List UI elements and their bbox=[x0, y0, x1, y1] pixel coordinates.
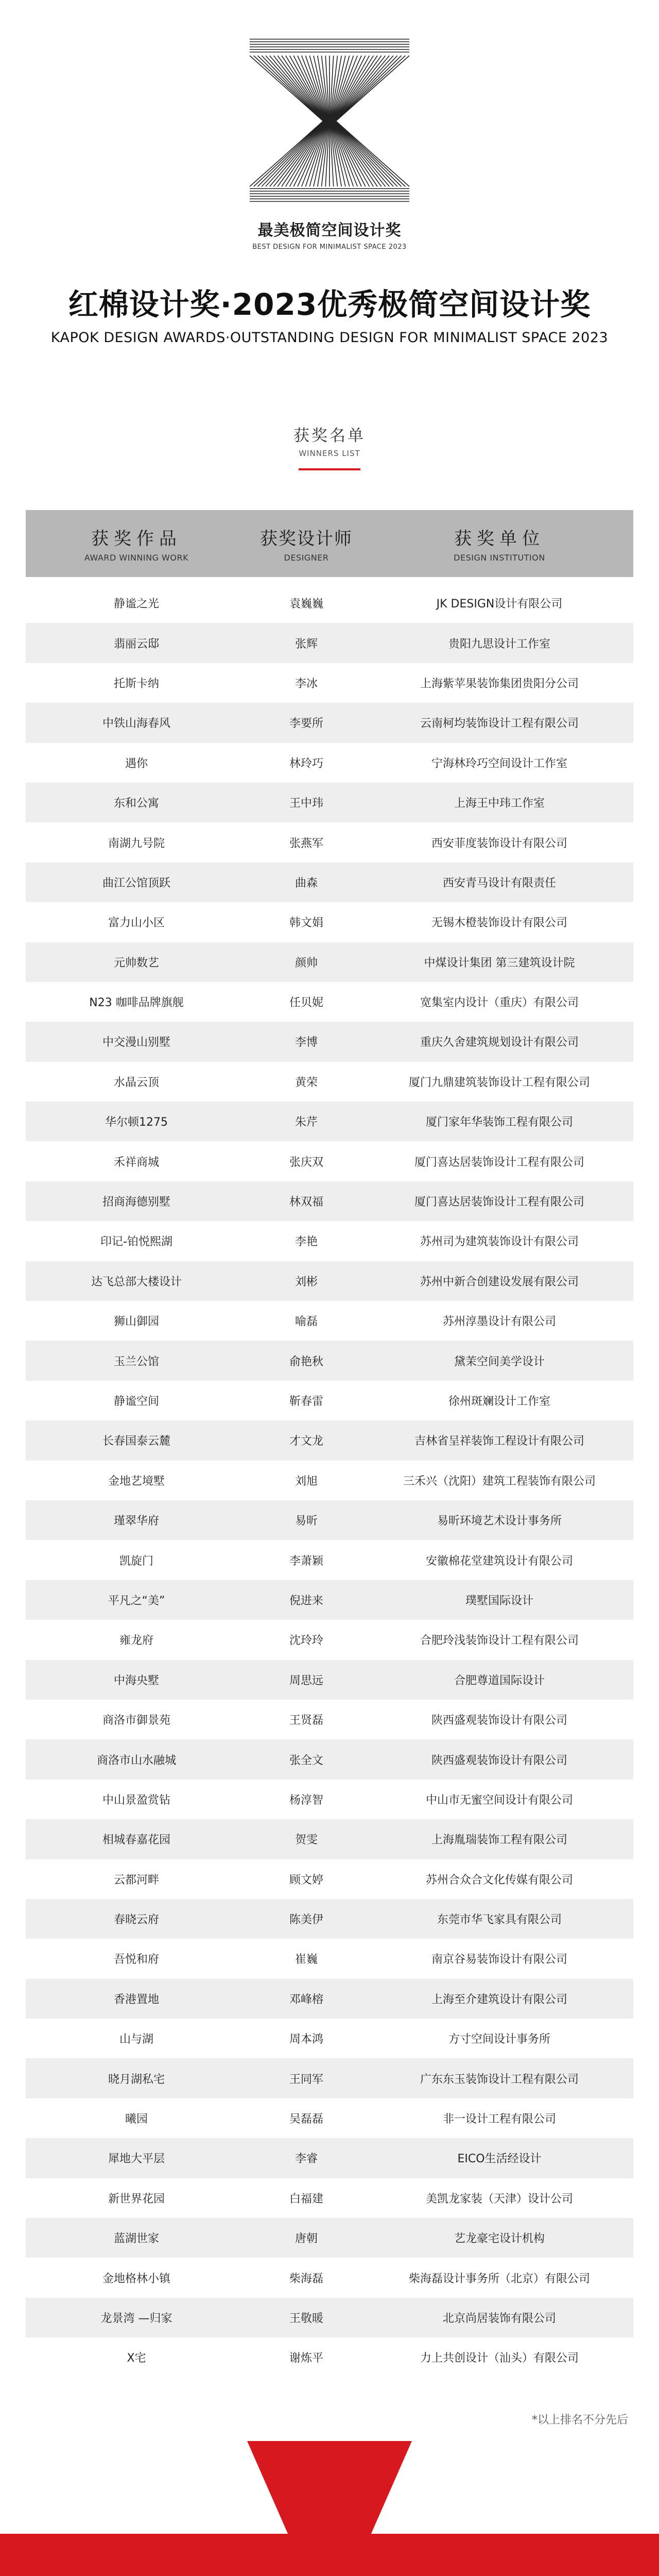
designer-cell: 王贤磊 bbox=[289, 1714, 323, 1727]
designer-cell: 张庆双 bbox=[289, 1156, 323, 1169]
institution-cell: 三禾兴（沈阳）建筑工程装饰有限公司 bbox=[403, 1475, 596, 1488]
winners-divider bbox=[299, 468, 360, 470]
table-row bbox=[26, 583, 633, 623]
institution-cell: 中煤设计集团 第三建筑设计院 bbox=[424, 956, 575, 970]
designer-cell: 周本鸿 bbox=[289, 2033, 323, 2046]
institution-cell: 厦门喜达居装饰设计工程有限公司 bbox=[414, 1156, 584, 1169]
page-title-cn: 红棉设计奖·2023优秀极简空间设计奖 bbox=[68, 287, 591, 322]
institution-cell: 璞墅国际设计 bbox=[465, 1594, 533, 1607]
institution-cell: 重庆久舍建筑规划设计有限公司 bbox=[420, 1036, 579, 1049]
institution-cell: 上海王中玮工作室 bbox=[454, 797, 545, 810]
designer-cell: 俞艳秋 bbox=[289, 1355, 323, 1368]
institution-cell: 方寸空间设计事务所 bbox=[448, 2033, 550, 2046]
designer-cell: 李萧颖 bbox=[289, 1554, 323, 1568]
designer-cell: 朱芹 bbox=[294, 1116, 318, 1129]
designer-cell: 吴磊磊 bbox=[289, 2113, 323, 2126]
winners-title-en: WINNERS LIST bbox=[299, 449, 360, 458]
institution-cell: 力上共创设计（汕头）有限公司 bbox=[420, 2352, 579, 2365]
institution-cell: 厦门喜达居装饰设计工程有限公司 bbox=[414, 1196, 584, 1209]
table-row bbox=[26, 1022, 633, 1061]
table-row bbox=[26, 1062, 633, 1101]
designer-cell: 刘彬 bbox=[294, 1275, 318, 1289]
designer-cell: 周思远 bbox=[289, 1674, 323, 1687]
institution-cell: 苏州司为建筑装饰设计有限公司 bbox=[420, 1235, 579, 1249]
header-award-work-cn: 获奖作品 bbox=[91, 529, 182, 549]
award-work-cell: 元帅数艺 bbox=[113, 956, 159, 970]
table-row bbox=[26, 2337, 633, 2377]
page-title bbox=[0, 289, 659, 346]
award-work-cell: 蓝湖世家 bbox=[113, 2232, 159, 2246]
award-work-cell: 静谧空间 bbox=[113, 1395, 159, 1408]
designer-cell: 唐朝 bbox=[294, 2232, 318, 2246]
table-row bbox=[26, 1420, 633, 1460]
award-work-cell: 达飞总部大楼设计 bbox=[91, 1275, 182, 1289]
table-row bbox=[26, 703, 633, 742]
winners-title-cn: 获奖名单 bbox=[293, 427, 366, 445]
institution-cell: 柴海磊设计事务所（北京）有限公司 bbox=[408, 2272, 590, 2285]
designer-cell: 张辉 bbox=[294, 637, 318, 651]
table-row bbox=[26, 1500, 633, 1540]
award-work-cell: 曦园 bbox=[125, 2113, 148, 2126]
table-row bbox=[26, 1341, 633, 1380]
table-row bbox=[26, 1381, 633, 1420]
table-row bbox=[26, 902, 633, 942]
designer-cell: 易昕 bbox=[294, 1515, 318, 1528]
award-work-cell: 新世界花园 bbox=[108, 2192, 165, 2206]
table-row bbox=[26, 1620, 633, 1659]
designer-cell: 喻磊 bbox=[294, 1315, 318, 1329]
header-designer-cn: 获奖设计师 bbox=[260, 529, 353, 549]
table-row bbox=[26, 2098, 633, 2138]
minimalist-x-logo-icon bbox=[245, 36, 414, 206]
institution-cell: 宽集室内设计（重庆）有限公司 bbox=[420, 996, 579, 1010]
award-work-cell: 云都河畔 bbox=[113, 1873, 159, 1887]
table-row bbox=[26, 1899, 633, 1939]
table-row bbox=[26, 1181, 633, 1221]
page-title-en: KAPOK DESIGN AWARDS·OUTSTANDING DESIGN FOR MINIMALIST SPACE 2023 bbox=[50, 329, 609, 346]
table-row bbox=[26, 862, 633, 902]
award-work-cell: 平凡之“美” bbox=[108, 1594, 165, 1607]
award-work-cell: 相城春嘉花园 bbox=[102, 1834, 170, 1847]
award-work-cell: 龙景湾 —归家 bbox=[100, 2312, 172, 2325]
designer-cell: 顾文婷 bbox=[289, 1873, 323, 1887]
institution-cell: 非一设计工程有限公司 bbox=[442, 2113, 556, 2126]
designer-cell: 杨淳智 bbox=[289, 1793, 323, 1807]
award-work-cell: 招商海德别墅 bbox=[102, 1196, 170, 1209]
table-row bbox=[26, 2178, 633, 2218]
award-work-cell: 遇你 bbox=[125, 757, 148, 770]
institution-cell: 易昕环境艺术设计事务所 bbox=[437, 1515, 562, 1528]
table-row bbox=[26, 1859, 633, 1899]
logo-title-cn: 最美极简空间设计奖 bbox=[257, 222, 402, 240]
designer-cell: 邓峰榕 bbox=[289, 1993, 323, 2006]
institution-cell: 美凯龙家装（天津）设计公司 bbox=[425, 2192, 573, 2206]
award-work-cell: 晓月湖私宅 bbox=[108, 2073, 165, 2086]
award-work-cell: 富力山小区 bbox=[108, 917, 165, 930]
designer-cell: 贺雯 bbox=[294, 1834, 318, 1847]
table-row bbox=[26, 2058, 633, 2098]
footer bbox=[0, 2534, 659, 2576]
designer-cell: 李睿 bbox=[294, 2153, 318, 2166]
header-institution-en: DESIGN INSTITUTION bbox=[454, 553, 545, 563]
institution-cell: 陕西盛观装饰设计有限公司 bbox=[431, 1714, 567, 1727]
designer-cell: 任贝妮 bbox=[289, 996, 323, 1010]
institution-cell: 北京尚居装饰有限公司 bbox=[442, 2312, 556, 2325]
table-row bbox=[26, 982, 633, 1022]
award-work-cell: 禾祥商城 bbox=[113, 1156, 159, 1169]
award-work-cell: 水晶云顶 bbox=[113, 1076, 159, 1089]
award-logo bbox=[0, 36, 659, 251]
designer-cell: 沈玲玲 bbox=[289, 1634, 323, 1648]
designer-cell: 靳春雷 bbox=[289, 1395, 323, 1408]
institution-cell: 苏州合众合文化传媒有限公司 bbox=[425, 1873, 573, 1887]
table-row bbox=[26, 2019, 633, 2058]
award-work-cell: 曲江公馆顶跃 bbox=[102, 876, 170, 890]
table-row bbox=[26, 2298, 633, 2337]
header-institution-cn: 获奖单位 bbox=[454, 529, 545, 549]
designer-cell: 谢炼平 bbox=[289, 2352, 323, 2365]
designer-cell: 王同军 bbox=[289, 2073, 323, 2086]
designer-cell: 王中玮 bbox=[289, 797, 323, 810]
table-row bbox=[26, 1101, 633, 1141]
award-work-cell: 金地格林小镇 bbox=[102, 2272, 170, 2285]
table-row bbox=[26, 1660, 633, 1700]
designer-cell: 颜帅 bbox=[294, 956, 318, 970]
award-work-cell: 托斯卡纳 bbox=[113, 677, 159, 690]
table-row bbox=[26, 1580, 633, 1620]
winners-table bbox=[26, 510, 633, 2378]
designer-cell: 林双福 bbox=[289, 1196, 323, 1209]
award-work-cell: 中山景盈赏钻 bbox=[102, 1793, 170, 1807]
header-designer bbox=[247, 524, 366, 563]
header-award-work-en: AWARD WINNING WORK bbox=[84, 553, 189, 563]
award-work-cell: 山与湖 bbox=[119, 2033, 153, 2046]
designer-cell: 崔巍 bbox=[294, 1953, 318, 1967]
table-row bbox=[26, 822, 633, 862]
institution-cell: 安徽棉花堂建筑设计有限公司 bbox=[425, 1554, 573, 1568]
award-work-cell: X宅 bbox=[127, 2352, 146, 2365]
institution-cell: 徐州斑斓设计工作室 bbox=[448, 1395, 550, 1408]
table-row bbox=[26, 2138, 633, 2178]
table-row bbox=[26, 1819, 633, 1859]
winners-heading bbox=[0, 422, 659, 470]
institution-cell: 云南柯均装饰设计工程有限公司 bbox=[420, 717, 579, 731]
award-work-cell: 商洛市御景苑 bbox=[102, 1714, 170, 1727]
designer-cell: 白福建 bbox=[289, 2192, 323, 2206]
designer-cell: 倪进来 bbox=[289, 1594, 323, 1607]
award-work-cell: 印记-铂悦熙湖 bbox=[100, 1235, 172, 1249]
header-award-work bbox=[26, 524, 247, 563]
institution-cell: JK DESIGN设计有限公司 bbox=[436, 598, 563, 611]
institution-cell: 合肥玲浅装饰设计工程有限公司 bbox=[420, 1634, 579, 1648]
table-row bbox=[26, 1221, 633, 1261]
institution-cell: 上海紫苹果装饰集团贵阳分公司 bbox=[420, 677, 579, 690]
award-work-cell: 南湖九号院 bbox=[108, 837, 165, 850]
table-row bbox=[26, 1739, 633, 1779]
award-work-cell: 吾悦和府 bbox=[113, 1953, 159, 1967]
award-work-cell: 东和公寓 bbox=[113, 797, 159, 810]
award-work-cell: 瑾翠华府 bbox=[113, 1515, 159, 1528]
designer-cell: 袁巍巍 bbox=[289, 598, 323, 611]
designer-cell: 李要所 bbox=[289, 717, 323, 731]
logo-title-en: BEST DESIGN FOR MINIMALIST SPACE 2023 bbox=[252, 243, 407, 251]
institution-cell: 东莞市华飞家具有限公司 bbox=[437, 1913, 562, 1927]
designer-cell: 王敬暖 bbox=[289, 2312, 323, 2325]
award-work-cell: 犀地大平层 bbox=[108, 2153, 165, 2166]
table-row bbox=[26, 2258, 633, 2297]
award-work-cell: 雍龙府 bbox=[119, 1634, 153, 1648]
institution-cell: 上海至介建筑设计有限公司 bbox=[431, 1993, 567, 2006]
institution-cell: 无锡木橙装饰设计有限公司 bbox=[431, 917, 567, 930]
table-row bbox=[26, 1261, 633, 1301]
institution-cell: 艺龙豪宅设计机构 bbox=[454, 2232, 545, 2246]
designer-cell: 张燕军 bbox=[289, 837, 323, 850]
institution-cell: 广东东玉装饰设计工程有限公司 bbox=[420, 2073, 579, 2086]
institution-cell: 西安青马设计有限责任 bbox=[442, 876, 556, 890]
table-row bbox=[26, 1780, 633, 1819]
award-work-cell: 香港置地 bbox=[113, 1993, 159, 2006]
award-work-cell: 中海央墅 bbox=[113, 1674, 159, 1687]
table-row bbox=[26, 1461, 633, 1500]
ranking-note: *以上排名不分先后 bbox=[531, 2414, 628, 2427]
table-row bbox=[26, 663, 633, 703]
institution-cell: 黛茉空间美学设计 bbox=[454, 1355, 545, 1368]
institution-cell: EICO生活经设计 bbox=[457, 2153, 542, 2166]
table-header bbox=[26, 510, 633, 577]
designer-cell: 曲森 bbox=[294, 876, 318, 890]
designer-cell: 李艳 bbox=[294, 1235, 318, 1249]
table-row bbox=[26, 1141, 633, 1181]
header-institution bbox=[366, 524, 633, 563]
institution-cell: 宁海林玲巧空间设计工作室 bbox=[431, 757, 567, 770]
institution-cell: 中山市无蜜空间设计有限公司 bbox=[425, 1793, 573, 1807]
designer-cell: 柴海磊 bbox=[289, 2272, 323, 2285]
table-row bbox=[26, 1939, 633, 1978]
table-row bbox=[26, 1979, 633, 2019]
institution-cell: 南京谷易装饰设计有限公司 bbox=[431, 1953, 567, 1967]
table-row bbox=[26, 1540, 633, 1580]
award-work-cell: 春晓云府 bbox=[113, 1913, 159, 1927]
table-body bbox=[26, 583, 633, 2378]
designer-cell: 才文龙 bbox=[289, 1435, 323, 1448]
table-row bbox=[26, 1301, 633, 1341]
award-work-cell: 静谧之光 bbox=[113, 598, 159, 611]
award-work-cell: 金地艺境墅 bbox=[108, 1475, 165, 1488]
header-designer-en: DESIGNER bbox=[284, 553, 329, 563]
table-row bbox=[26, 1700, 633, 1739]
award-work-cell: 长春国泰云麓 bbox=[102, 1435, 170, 1448]
award-work-cell: 中铁山海春风 bbox=[102, 717, 170, 731]
institution-cell: 厦门家年华装饰工程有限公司 bbox=[425, 1116, 573, 1129]
institution-cell: 厦门九鼎建筑装饰设计工程有限公司 bbox=[408, 1076, 590, 1089]
institution-cell: 合肥尊道国际设计 bbox=[454, 1674, 545, 1687]
award-work-cell: N23 咖啡品牌旗舰 bbox=[89, 996, 184, 1010]
designer-cell: 张全文 bbox=[289, 1754, 323, 1767]
designer-cell: 李冰 bbox=[294, 677, 318, 690]
award-work-cell: 中交漫山别墅 bbox=[102, 1036, 170, 1049]
table-row bbox=[26, 623, 633, 663]
footer-notch bbox=[0, 2441, 659, 2535]
designer-cell: 陈美伊 bbox=[289, 1913, 323, 1927]
award-work-cell: 狮山御园 bbox=[113, 1315, 159, 1329]
table-row bbox=[26, 783, 633, 822]
institution-cell: 西安菲度装饰设计有限公司 bbox=[431, 837, 567, 850]
table-row bbox=[26, 743, 633, 783]
table-row bbox=[26, 2218, 633, 2258]
designer-cell: 林玲巧 bbox=[289, 757, 323, 770]
designer-cell: 刘旭 bbox=[294, 1475, 318, 1488]
award-work-cell: 翡丽云邸 bbox=[113, 637, 159, 651]
award-work-cell: 华尔顿1275 bbox=[105, 1116, 168, 1129]
designer-cell: 韩文娟 bbox=[289, 917, 323, 930]
award-work-cell: 商洛市山水融城 bbox=[96, 1754, 176, 1767]
table-row bbox=[26, 942, 633, 982]
institution-cell: 上海胤瑞装饰工程有限公司 bbox=[431, 1834, 567, 1847]
institution-cell: 陕西盛观装饰设计有限公司 bbox=[431, 1754, 567, 1767]
institution-cell: 苏州淳墨设计有限公司 bbox=[442, 1315, 556, 1329]
designer-cell: 李博 bbox=[294, 1036, 318, 1049]
designer-cell: 黄荣 bbox=[294, 1076, 318, 1089]
institution-cell: 苏州中新合创建设发展有限公司 bbox=[420, 1275, 579, 1289]
institution-cell: 吉林省呈祥装饰工程设计有限公司 bbox=[414, 1435, 584, 1448]
award-work-cell: 凯旋门 bbox=[119, 1554, 153, 1568]
award-work-cell: 玉兰公馆 bbox=[113, 1355, 159, 1368]
institution-cell: 贵阳九思设计工作室 bbox=[448, 637, 550, 651]
